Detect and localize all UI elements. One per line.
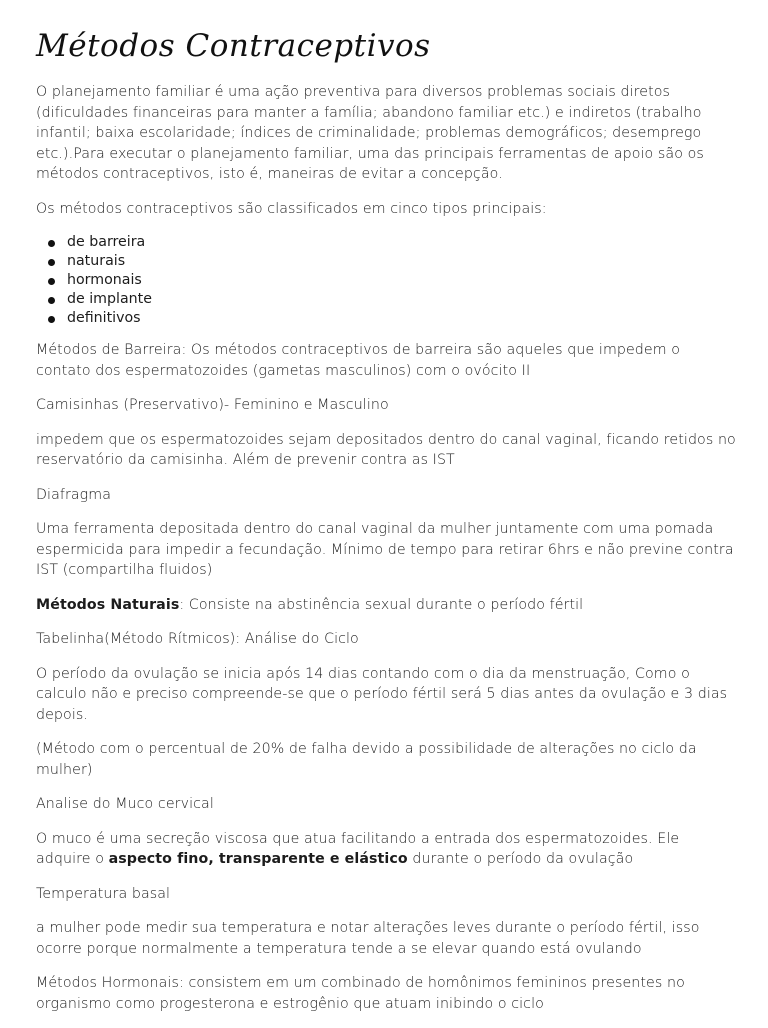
intro-paragraph: O planejamento familiar é uma ação preventiva para diversos problemas sociais diretos (dificuldades financeiras para manter a família; abandono familiar etc.) e indiretos (trabalho infantil; baixa escolaridade; índices de criminalidade; problemas demográficos; desemprego etc.).Para executar o planejamento familiar, uma das principais ferramentas de apoio são os métodos contraceptivos, isto é, maneiras de evitar a concepção. [36, 84, 704, 182]
list-item: de implante [36, 290, 736, 309]
list-item: hormonais [36, 271, 736, 290]
mucus-text-after: durante o período da ovulação [407, 851, 634, 867]
condoms-heading: Camisinhas (Preservativo)- Feminino e Masculino [36, 397, 389, 413]
list-item: naturais [36, 252, 736, 271]
barrier-methods-paragraph: Métodos de Barreira: Os métodos contraceptivos de barreira são aqueles que impedem o contato dos espermatozoides (gametas masculinos) com o ovócito II [36, 342, 681, 379]
basal-temperature-heading: Temperatura basal [36, 885, 171, 902]
rhythm-method-heading: Tabelinha(Método Rítmicos): Análise do Ciclo [36, 631, 359, 647]
natural-methods-label: Métodos Naturais [36, 596, 180, 613]
rhythm-method-paragraph: O período da ovulação se inicia após 14 dias contando com o dia da menstruação, Como o calculo não e preciso compreende-se que o período fértil será 5 dias antes da ovulação e 3 dias depois. [36, 665, 728, 723]
hormonal-methods-paragraph: Métodos Hormonais: consistem em um combinado de homônimos femininos presentes no organismo como progesterona e estrogênio que atuam inibindo o ciclo [36, 975, 685, 1012]
list-item: definitivos [36, 309, 736, 328]
contraceptive-types-list [36, 233, 736, 328]
mucus-text-before: O muco é uma secreção viscosa que atua facilitando a entrada dos espermatozoides. Ele adquire o [36, 830, 680, 867]
condoms-paragraph: impedem que os espermatozoides sejam depositados dentro do canal vaginal, ficando retidos no reservatório da camisinha. Além de prevenir contra as IST [36, 431, 736, 468]
diaphragm-paragraph: Uma ferramenta depositada dentro do canal vaginal da mulher juntamente com uma pomada espermicida para impedir a fecundação. Mínimo de tempo para retirar 6hrs e não previne contra IST (compartilha fluidos) [36, 521, 734, 578]
list-item: de barreira [36, 233, 736, 252]
rhythm-method-note: (Método com o percentual de 20% de falha devido a possibilidade de alterações no ciclo da mulher) [36, 741, 697, 778]
cervical-mucus-heading: Analise do Muco cervical [36, 796, 214, 812]
natural-methods-paragraph [36, 595, 736, 616]
basal-temperature-paragraph: a mulher pode medir sua temperatura e notar alterações leves durante o período fértil, isso ocorre porque normalmente a temperatura tende a se elevar quando está ovulando [36, 920, 700, 957]
natural-methods-text: : Consiste na abstinência sexual durante o período fértil [179, 596, 584, 613]
mucus-bold-text: aspecto fino, transparente e elástico [108, 851, 408, 867]
classification-paragraph: Os métodos contraceptivos são classificados em cinco tipos principais: [36, 200, 547, 217]
page-title: Métodos Contraceptivos [36, 28, 431, 64]
diaphragm-heading: Diafragma [36, 486, 112, 503]
cervical-mucus-paragraph [36, 829, 736, 870]
document-page [36, 24, 736, 1028]
